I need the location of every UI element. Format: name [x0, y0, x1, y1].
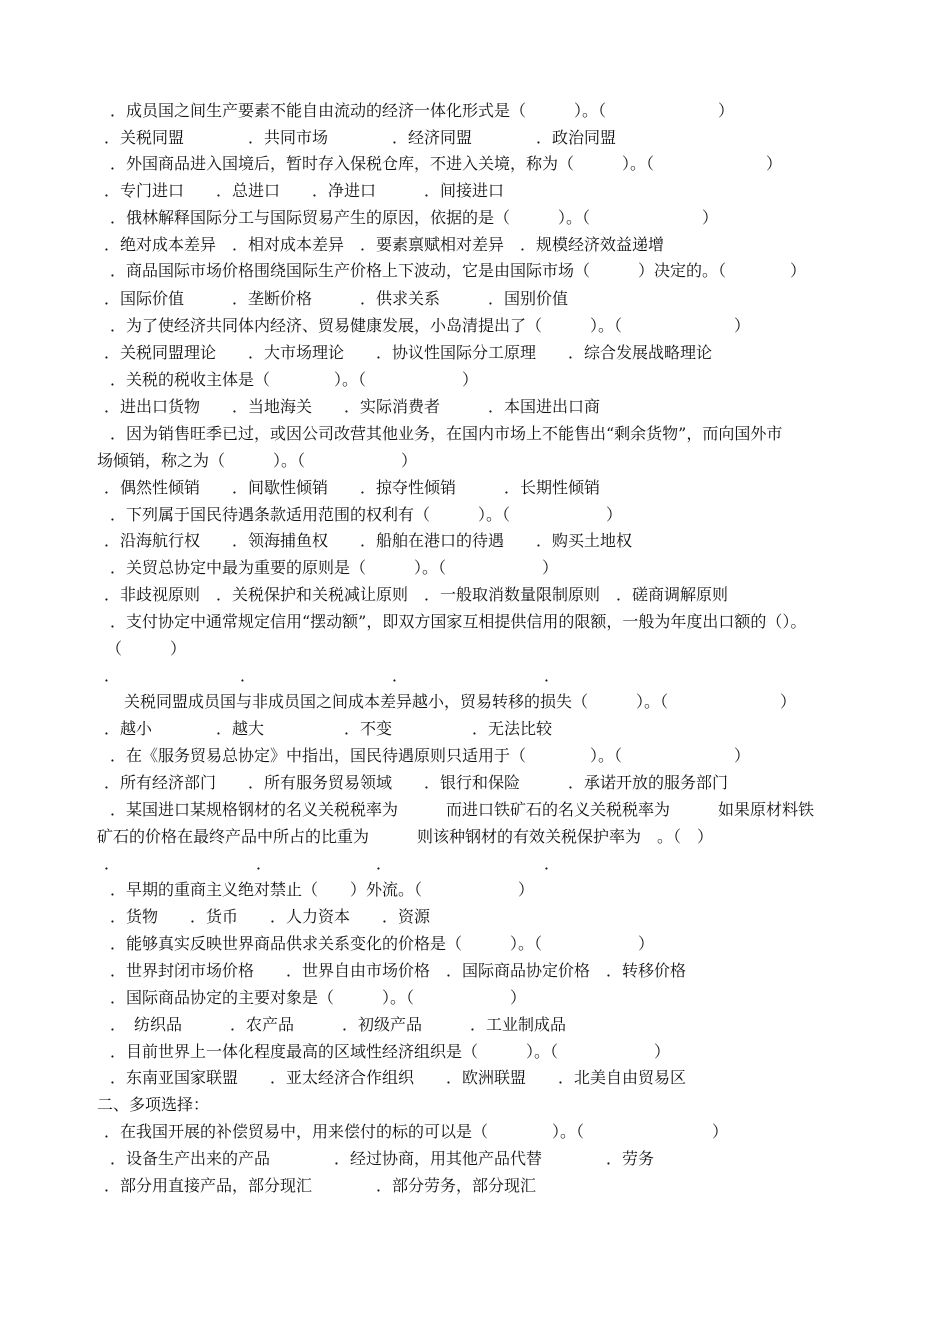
section-heading-multiple-choice: 二、多项选择：	[97, 1095, 210, 1114]
q12-question: ．在《服务贸易总协定》中指出，国民待遇原则只适用于（ ）。（ ）	[110, 746, 751, 765]
m1-question: ．在我国开展的补偿贸易中，用来偿付的标的可以是（ ）。（ ）	[104, 1122, 729, 1141]
q7-question: ．因为销售旺季已过，或因公司改营其他业务，在国内市场上不能售出“剩余货物”，而向国外市	[110, 424, 783, 443]
q12-options: ．所有经济部门 ．所有服务贸易领域 ．银行和保险 ．承诺开放的服务部门	[104, 773, 729, 792]
q8-question: ．下列属于国民待遇条款适用范围的权利有（ ）。（ ）	[110, 505, 623, 524]
q2-options: ．专门进口 ．总进口 ．净进口 ．间接进口	[104, 181, 505, 200]
q14-question: ．早期的重商主义绝对禁止（ ）外流。（ ）	[110, 880, 535, 899]
q10-question: ．支付协定中通常规定信用“摆动额”，即双方国家互相提供信用的限额，一般为年度出口额的（）。	[110, 612, 807, 631]
q10-answer-blank: （ ）	[106, 639, 187, 658]
q7-options: ．偶然性倾销 ．间歇性倾销 ．掠夺性倾销 ．长期性倾销	[104, 478, 601, 497]
q5-options: ．关税同盟理论 ．大市场理论 ．协议性国际分工原理 ．综合发展战略理论	[104, 343, 713, 362]
q17-question: ．目前世界上一体化程度最高的区域性经济组织是（ ）。（ ）	[110, 1042, 671, 1061]
q4-question: ．商品国际市场价格围绕国际生产价格上下波动，它是由国际市场（ ）决定的。（ ）	[110, 261, 807, 280]
q15-options: ．世界封闭市场价格 ．世界自由市场价格 ．国际商品协定价格 ．转移价格	[110, 961, 687, 980]
q17-options: ．东南亚国家联盟 ．亚太经济合作组织 ．欧洲联盟 ．北美自由贸易区	[110, 1068, 687, 1087]
q8-options: ．沿海航行权 ．领海捕鱼权 ．船舶在港口的待遇 ．购买土地权	[104, 531, 633, 550]
q6-question: ．关税的税收主体是（ ）。（ ）	[110, 370, 479, 389]
q14-options: ．货物 ．货币 ．人力资本 ．资源	[110, 907, 431, 926]
q16-question: ．国际商品协定的主要对象是（ ）。（ ）	[110, 988, 527, 1007]
q5-question: ．为了使经济共同体内经济、贸易健康发展，小岛清提出了（ ）。（ ）	[110, 316, 751, 335]
q2-question: ．外国商品进入国境后，暂时存入保税仓库，不进入关境，称为（ ）。（ ）	[110, 154, 783, 173]
q1-options: ．关税同盟 ．共同市场 ．经济同盟 ．政治同盟	[104, 128, 617, 147]
q13-options: ． ． ． ．	[104, 854, 561, 873]
q4-options: ．国际价值 ．垄断价格 ．供求关系 ．国别价值	[104, 289, 569, 308]
q9-options: ．非歧视原则 ．关税保护和关税减让原则 ．一般取消数量限制原则 ．磋商调解原则	[104, 585, 729, 604]
q13-question: ．某国进口某规格钢材的名义关税税率为 而进口铁矿石的名义关税税率为 如果原材料铁	[110, 800, 815, 819]
q11-question: 关税同盟成员国与非成员国之间成本差异越小，贸易转移的损失（ ）。（ ）	[124, 692, 797, 711]
q11-options: ．越小 ．越大 ．不变 ．无法比较	[104, 719, 553, 738]
q15-question: ．能够真实反映世界商品供求关系变化的价格是（ ）。（ ）	[110, 934, 655, 953]
q9-question: ．关贸总协定中最为重要的原则是（ ）。（ ）	[110, 558, 559, 577]
m1-options-row1: ．设备生产出来的产品 ．经过协商，用其他产品代替 ．劳务	[110, 1149, 655, 1168]
q3-question: ．俄林解释国际分工与国际贸易产生的原因，依据的是（ ）。（ ）	[110, 208, 719, 227]
q10-options: ． ． ． ．	[104, 666, 561, 685]
q3-options: ．绝对成本差异 ．相对成本差异 ．要素禀赋相对差异 ．规模经济效益递增	[104, 235, 665, 254]
q1-question: ．成员国之间生产要素不能自由流动的经济一体化形式是（ ）。（ ）	[110, 101, 735, 120]
m1-options-row2: ．部分用直接产品，部分现汇 ．部分劳务，部分现汇	[104, 1176, 537, 1195]
q16-options: ． 纺织品 ．农产品 ．初级产品 ．工业制成品	[110, 1015, 567, 1034]
q7-question-cont: 场倾销，称之为（ ）。（ ）	[97, 451, 418, 470]
q6-options: ．进出口货物 ．当地海关 ．实际消费者 ．本国进出口商	[104, 397, 601, 416]
q13-question-cont: 矿石的价格在最终产品中所占的比重为 则该种钢材的有效关税保护率为 。（ ）	[97, 827, 714, 846]
